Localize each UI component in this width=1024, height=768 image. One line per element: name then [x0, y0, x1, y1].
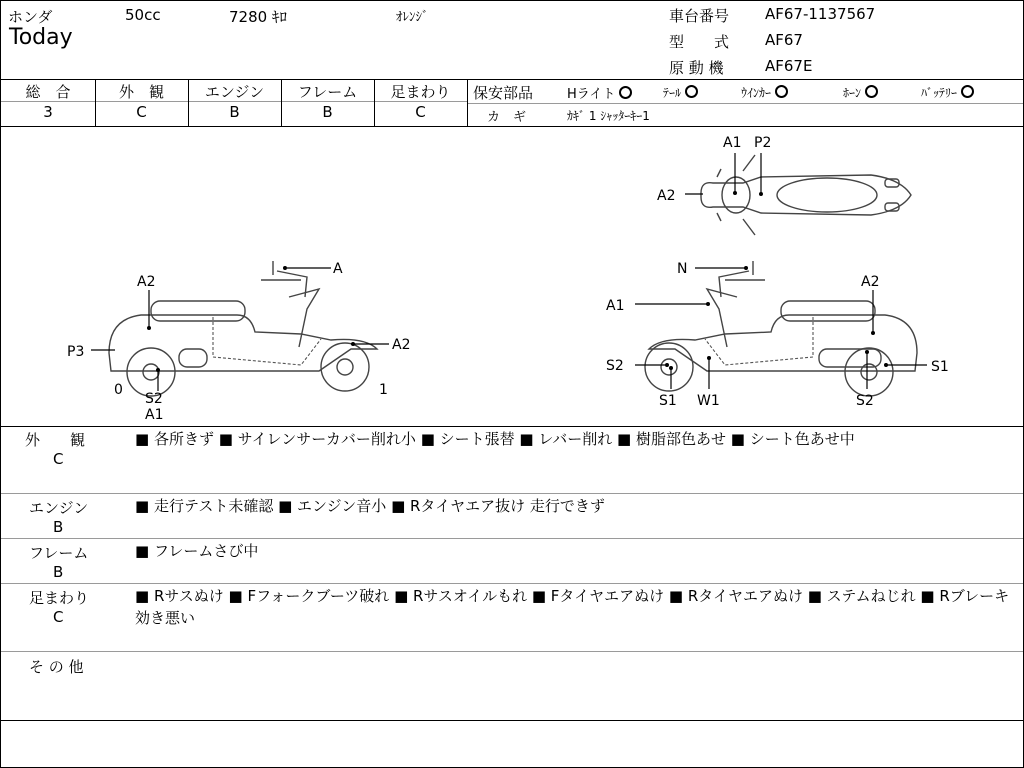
engine-type-label: 原 動 機	[669, 59, 724, 77]
key-value: ｶｷﾞ 1 ｼｬｯﾀｰｷｰ1	[567, 109, 650, 123]
model-type: AF67	[765, 31, 803, 49]
safety-item-label: ｳｲﾝｶｰ	[741, 86, 772, 100]
callout-label: S1	[931, 359, 949, 375]
safety-item-label: ﾃｰﾙ	[663, 86, 682, 100]
model-name: Today	[9, 25, 73, 50]
section-exterior-grade: C	[53, 450, 64, 468]
frame-number-label: 車台番号	[669, 7, 730, 25]
safety-item-winker	[741, 84, 788, 101]
divider	[1, 493, 1023, 494]
callout-label: 1	[379, 382, 388, 398]
safety-item-headlight	[567, 83, 632, 102]
callout-label: 0	[114, 382, 123, 398]
callout-label: P3	[67, 344, 85, 360]
callout-label: S2	[856, 393, 874, 409]
section-suspension-text: ■ Rサスぬけ ■ Fフォークブーツ破れ ■ Rサスオイルもれ ■ Fタイヤエアぬけ ■ Rタイヤエアぬけ ■ ステムねじれ ■ Rブレーキ効き悪い	[135, 587, 1010, 627]
section-frame-grade: B	[53, 563, 64, 581]
grade-overall-value: 3	[43, 103, 53, 121]
section-exterior-text: ■ 各所きず ■ サイレンサーカバー削れ小 ■ シート張替 ■ レバー削れ ■ 樹脂部色あせ ■ シート色あせ中	[135, 430, 855, 448]
callout-label: S2	[145, 391, 163, 407]
section-suspension-label: 足まわり	[29, 589, 90, 607]
safety-item-label: ﾎｰﾝ	[843, 86, 862, 100]
section-frame-text: ■ フレームさび中	[135, 542, 259, 560]
grade-engine-value: B	[229, 103, 240, 121]
callout-label: A2	[392, 337, 411, 353]
callout-label: P2	[754, 135, 772, 151]
body-color: ｵﾚﾝｼﾞ	[396, 10, 429, 25]
right-view-callouts	[606, 261, 949, 409]
callout-label: A2	[137, 274, 156, 290]
divider	[467, 103, 1023, 104]
grade-frame-label: フレーム	[297, 83, 358, 101]
ok-circle-icon	[865, 85, 878, 98]
frame-number: AF67-1137567	[765, 5, 876, 23]
divider	[1, 426, 1023, 427]
section-frame-label: フレーム	[29, 544, 89, 562]
model-type-label: 型 式	[669, 33, 730, 51]
grade-overall-label: 総 合	[25, 83, 71, 101]
callout-label: A1	[606, 298, 625, 314]
grade-exterior-value: C	[136, 103, 147, 121]
section-suspension-grade: C	[53, 608, 64, 626]
divider	[1, 720, 1023, 721]
callout-label: A	[333, 261, 343, 277]
section-other-label: そ の 他	[29, 658, 84, 676]
displacement: 50cc	[125, 6, 161, 24]
grade-frame-value: B	[322, 103, 333, 121]
grade-suspension-value: C	[415, 103, 426, 121]
maker-name: ホンダ	[8, 8, 53, 26]
safety-item-label: Hライト	[567, 87, 616, 102]
scooter-top-view	[701, 155, 911, 235]
ok-circle-icon	[685, 85, 698, 98]
ok-circle-icon	[961, 85, 974, 98]
section-engine-text: ■ 走行テスト未確認 ■ エンジン音小 ■ Rタイヤエア抜け 走行できず	[135, 497, 605, 515]
divider	[467, 79, 468, 126]
callout-label: S1	[659, 393, 677, 409]
ok-circle-icon	[619, 86, 632, 99]
engine-type: AF67E	[765, 57, 813, 75]
callout-label: W1	[697, 393, 720, 409]
safety-item-horn	[843, 84, 878, 101]
section-engine-label: エンジン	[29, 499, 89, 517]
ok-circle-icon	[775, 85, 788, 98]
grade-exterior-label: 外 観	[118, 83, 164, 101]
top-view-callouts	[657, 135, 771, 204]
callout-label: S2	[606, 358, 624, 374]
callout-label: A1	[723, 135, 742, 151]
divider	[1, 79, 1023, 80]
divider	[1, 583, 1023, 584]
safety-parts-title: 保安部品	[473, 84, 534, 102]
key-label: カ ギ	[487, 110, 527, 125]
callout-label: A1	[145, 407, 164, 423]
mileage: 7280 ｷﾛ	[229, 8, 287, 26]
safety-item-taillight	[663, 84, 698, 101]
left-view-callouts	[67, 261, 410, 423]
grade-engine-label: エンジン	[204, 83, 265, 101]
section-exterior-label: 外 観	[25, 431, 86, 449]
safety-item-battery	[921, 84, 974, 101]
divider	[1, 538, 1023, 539]
damage-diagram	[1, 127, 1023, 427]
callout-label: A2	[861, 274, 880, 290]
callout-label: N	[677, 261, 688, 277]
divider	[1, 651, 1023, 652]
safety-item-label: ﾊﾞｯﾃﾘｰ	[921, 86, 958, 100]
grade-suspension-label: 足まわり	[390, 83, 451, 101]
section-engine-grade: B	[53, 518, 64, 536]
callout-label: A2	[657, 188, 676, 204]
